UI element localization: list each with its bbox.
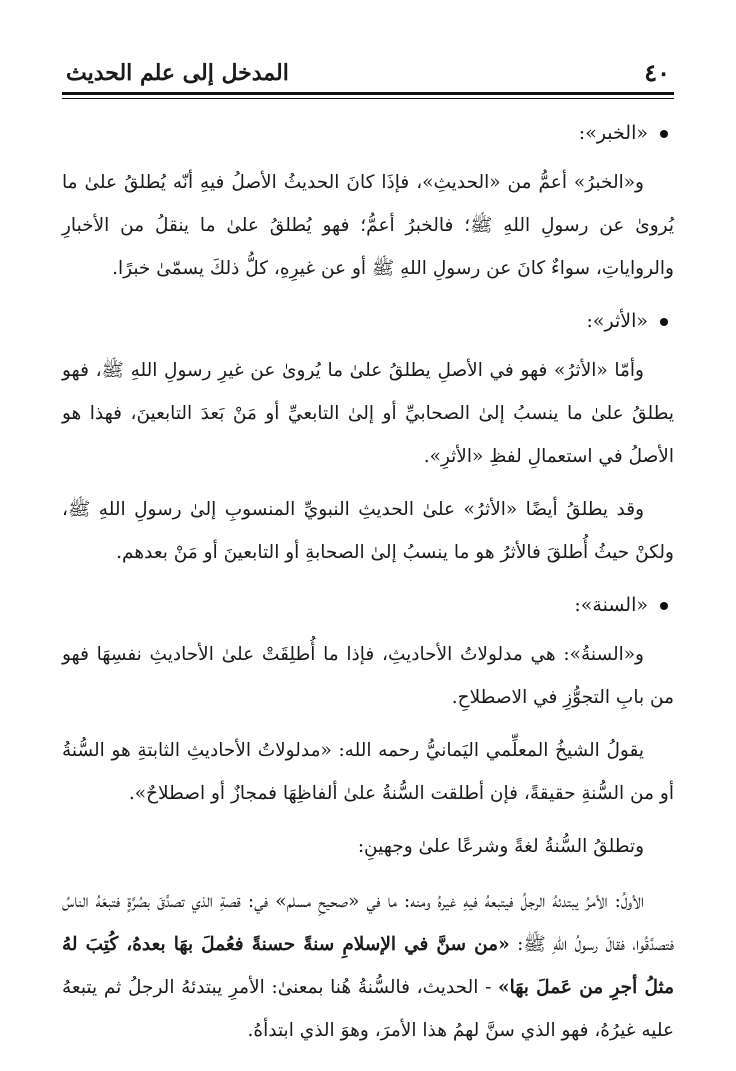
bullet-icon (660, 130, 668, 138)
bullet-icon (660, 602, 668, 610)
section-heading-sunnah (62, 584, 674, 627)
paragraph-sunnah-1: و«السنةُ»: هي مدلولاتُ الأحاديثِ، فإذا ما أُطلِقَتْ علىٰ الأحاديثِ نفسِهَا فهو من بابِ التجوُّزِ في الاصطلاحِ. (62, 644, 674, 708)
paragraph-khabar: و«الخبرُ» أعمُّ من «الحديثِ»، فإذَا كانَ الحديثُ الأصلُ فيهِ أنّه يُطلقُ علىٰ ما يُروىٰ عن رسولِ اللهِ ﷺ؛ فالخبرُ أعمُّ؛ فهو يُطلقُ علىٰ ما ينقلُ من الأخبارِ والرواياتِ، سواءٌ كانَ عن رسولِ اللهِ ﷺ أو عن غيرِهِ، كلُّ ذلكَ يسمّىٰ خبرًا. (62, 172, 674, 279)
section-heading-athar (62, 300, 674, 343)
page-body (62, 112, 674, 1062)
paragraph-text: - الحديث، فالسُّنةُ هُنا بمعنىٰ: الأمرِ يبتدئهُ الرجلُ ثم يتبعهُ عليه غيرُهُ، فهو الذي سنَّ لهمُ هذا الأمرَ، وهوَ الذي ابتدأهُ. (62, 977, 674, 1041)
heading-text: «الأثر»: (586, 310, 648, 332)
header-rule-thick (62, 92, 674, 95)
heading-text: «السنة»: (574, 594, 648, 616)
page-number: ٤٠ (644, 58, 670, 87)
paragraph-sunnah-4 (62, 880, 674, 1052)
hadith-quote: «من سنَّ في الإسلامِ سنةً حسنةً فعُملَ بهَا بعدهُ، كُتِبَ لهُ مثلُ أجرِ من عَملَ بهَا» (62, 934, 674, 998)
paragraph-athar-2: وقد يطلقُ أيضًا «الأثرُ» علىٰ الحديثِ النبويِّ المنسوبِ إلىٰ رسولِ اللهِ ﷺ، ولكنْ حيثُ أُطلقَ فالأثرُ هو ما ينسبُ إلىٰ الصحابةِ أو التابعينَ أو مَنْ بعدهم. (62, 499, 674, 563)
page-header (62, 52, 674, 92)
paragraph-sunnah-2: يقولُ الشيخُ المعلِّمي اليَمانيُّ رحمه الله: «مدلولاتُ الأحاديثِ الثابتةِ هو السُّنةُ أو من السُّنةِ حقيقةً، فإن أطلقت السُّنةُ علىٰ ألفاظِهَا فمجازٌ أو اصطلاحٌ». (62, 740, 674, 804)
paragraph-text: الأولُ: الأمرُ يبتدئهُ الرجلُ فيتبعهُ فيهِ غيرهُ ومنه: ما في «صحيحِ مسلم» في: قصةِ الذي تصدَّقَ بصُرَّةٍ فتبعَهُ الناسُ فتصدَّقُوا، فقالَ رسولُ اللهِ ﷺ: (62, 891, 674, 955)
section-heading-khabar (62, 112, 674, 155)
heading-text: «الخبر»: (578, 122, 648, 144)
paragraph-athar-1: وأمّا «الأثرُ» فهو في الأصلِ يطلقُ علىٰ ما يُروىٰ عن غيرِ رسولِ اللهِ ﷺ، فهو يطلقُ علىٰ ما ينسبُ إلىٰ الصحابيِّ أو إلىٰ التابعيِّ أو مَنْ بَعدَ التابعينَ، فهذا هو الأصلُ في استعمالِ لفظِ «الأثرِ». (62, 360, 674, 467)
header-rule-thin (62, 98, 674, 99)
paragraph-sunnah-3: وتطلقُ السُّنةُ لغةً وشرعًا علىٰ وجهينِ: (357, 836, 644, 857)
running-title: المدخل إلى علم الحديث (66, 60, 289, 86)
bullet-icon (660, 318, 668, 326)
